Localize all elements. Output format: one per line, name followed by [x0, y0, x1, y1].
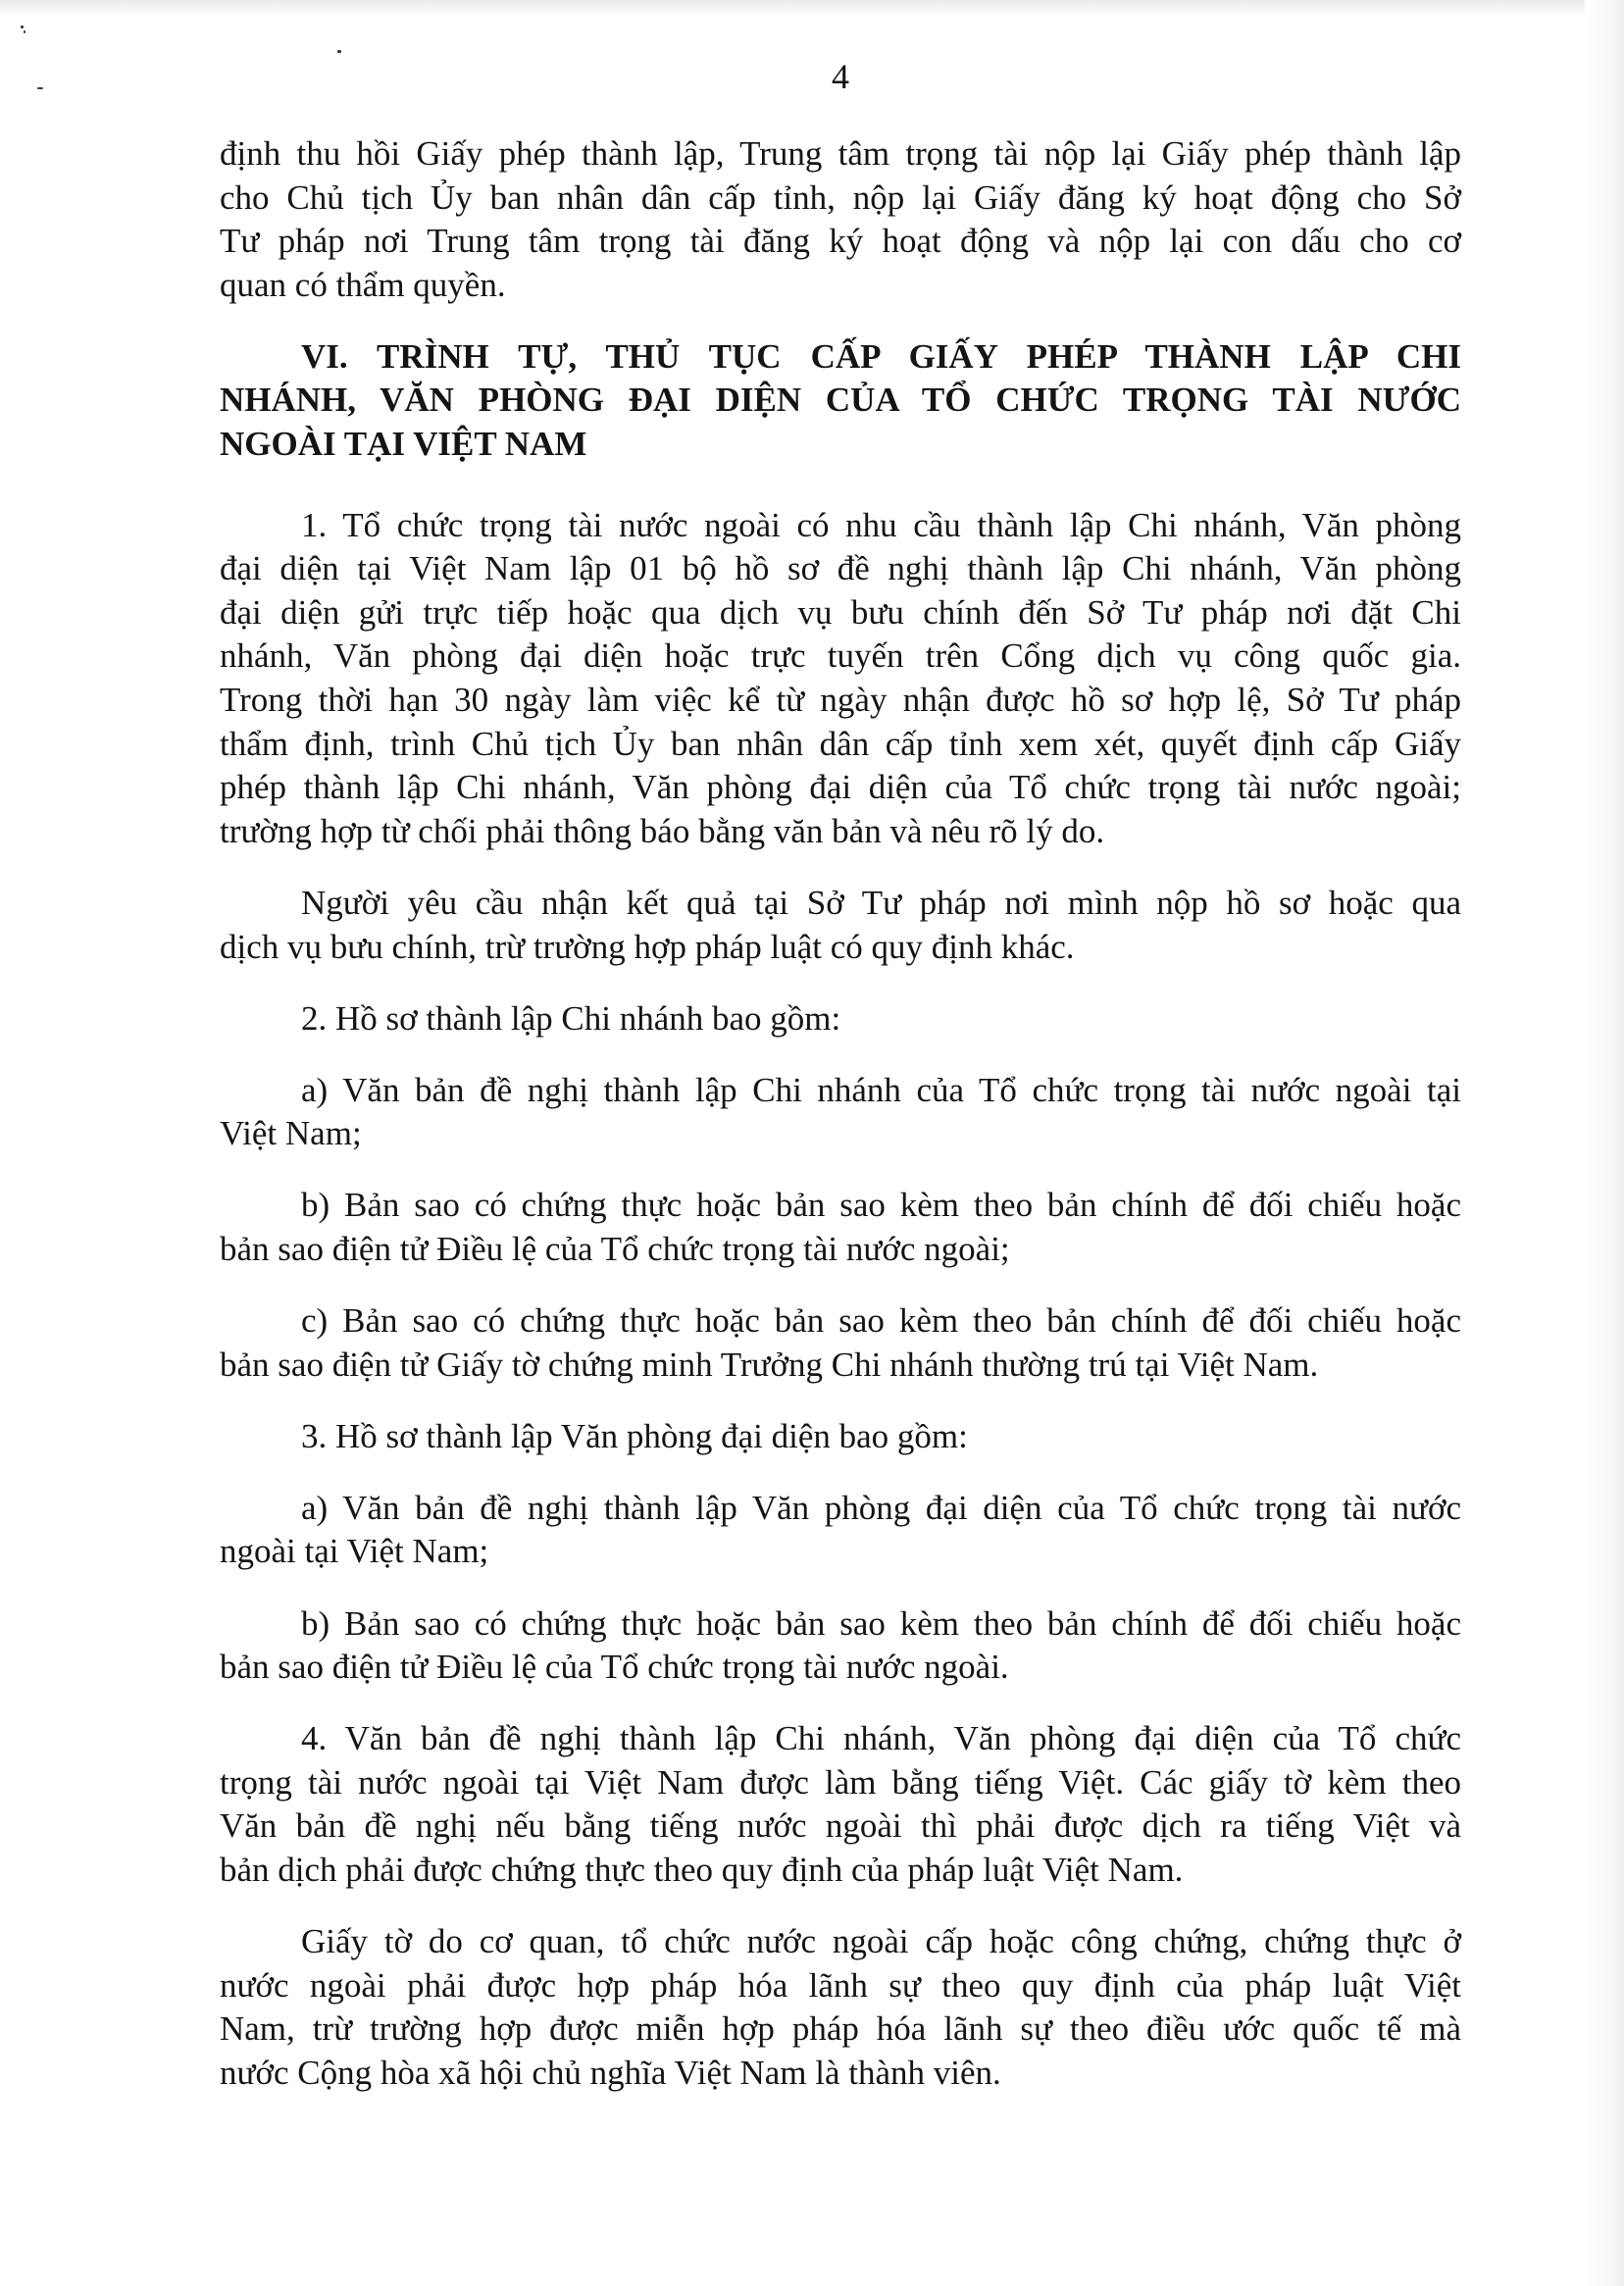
- paragraph: [220, 132, 1461, 307]
- text-line: a) Văn bản đề nghị thành lập Chi nhánh của Tổ chức trọng tài nước ngoài tại: [301, 1070, 1461, 1109]
- text-line: 1. Tổ chức trọng tài nước ngoài có nhu cầu thành lập Chi nhánh, Văn phòng: [301, 505, 1461, 544]
- text-line: 4. Văn bản đề nghị thành lập Chi nhánh, Văn phòng đại diện của Tổ chức: [301, 1719, 1461, 1758]
- text-line: 2. Hồ sơ thành lập Chi nhánh bao gồm:: [301, 998, 841, 1038]
- text-line: Việt Nam;: [220, 1114, 362, 1153]
- text-line: phép thành lập Chi nhánh, Văn phòng đại diện của Tổ chức trọng tài nước ngoài;: [220, 768, 1461, 807]
- text-line: b) Bản sao có chứng thực hoặc bản sao kèm theo bản chính để đối chiếu hoặc: [301, 1186, 1461, 1225]
- text-line: quan có thẩm quyền.: [220, 265, 506, 304]
- scan-speck: [337, 50, 341, 53]
- section-heading: [220, 335, 1461, 467]
- text-line: bản sao điện tử Điều lệ của Tổ chức trọng tài nước ngoài.: [220, 1648, 1009, 1687]
- scan-speck: [21, 25, 24, 28]
- text-line: c) Bản sao có chứng thực hoặc bản sao kèm theo bản chính để đối chiếu hoặc: [301, 1301, 1461, 1341]
- scan-edge-right: [1585, 0, 1624, 2286]
- text-line: bản sao điện tử Giấy tờ chứng minh Trưởng Chi nhánh thường trú tại Việt Nam.: [220, 1345, 1319, 1384]
- paragraph: [220, 997, 1461, 1041]
- document-body: [220, 132, 1461, 2123]
- paragraph: [220, 1717, 1461, 1892]
- paragraph: [220, 1184, 1461, 1271]
- text-line: Tư pháp nơi Trung tâm trọng tài đăng ký hoạt động và nộp lại con dấu cho cơ: [220, 222, 1461, 261]
- page-number: 4: [832, 57, 849, 96]
- paragraph: [220, 1069, 1461, 1156]
- paragraph: [220, 1299, 1461, 1387]
- paragraph: [220, 504, 1461, 854]
- text-line: NHÁNH, VĂN PHÒNG ĐẠI DIỆN CỦA TỔ CHỨC TRỌNG TÀI NƯỚC: [220, 381, 1461, 420]
- paragraph: [220, 882, 1461, 969]
- paragraph: [220, 1487, 1461, 1574]
- text-line: bản sao điện tử Điều lệ của Tổ chức trọng tài nước ngoài;: [220, 1229, 1010, 1268]
- text-line: Trong thời hạn 30 ngày làm việc kể từ ngày nhận được hồ sơ hợp lệ, Sở Tư pháp: [220, 681, 1461, 720]
- scan-speck: [24, 30, 25, 33]
- text-line: ngoài tại Việt Nam;: [220, 1532, 489, 1571]
- text-line: cho Chủ tịch Ủy ban nhân dân cấp tỉnh, nộp lại Giấy đăng ký hoạt động cho Sở: [220, 178, 1461, 217]
- text-line: Nam, trừ trường hợp được miễn hợp pháp hóa lãnh sự theo điều ước quốc tế mà: [220, 2009, 1461, 2049]
- text-line: trọng tài nước ngoài tại Việt Nam được làm bằng tiếng Việt. Các giấy tờ kèm theo: [220, 1762, 1461, 1802]
- text-line: trường hợp từ chối phải thông báo bằng văn bản và nêu rõ lý do.: [220, 811, 1105, 850]
- scan-edge-top: [0, 0, 1624, 18]
- text-line: bản dịch phải được chứng thực theo quy định của pháp luật Việt Nam.: [220, 1851, 1184, 1889]
- text-line: nhánh, Văn phòng đại diện hoặc trực tuyến trên Cổng dịch vụ công quốc gia.: [220, 636, 1461, 676]
- paragraph: [220, 1602, 1461, 1690]
- paragraph: [220, 1920, 1461, 2095]
- text-line: nước ngoài phải được hợp pháp hóa lãnh sự theo quy định của pháp luật Việt: [220, 1965, 1461, 2005]
- text-line: VI. TRÌNH TỰ, THỦ TỤC CẤP GIẤY PHÉP THÀNH LẬP CHI: [301, 336, 1461, 376]
- text-line: Người yêu cầu nhận kết quả tại Sở Tư pháp nơi mình nộp hồ sơ hoặc qua: [301, 883, 1461, 922]
- text-line: đại diện tại Việt Nam lập 01 bộ hồ sơ đề nghị thành lập Chi nhánh, Văn phòng: [220, 549, 1461, 588]
- text-line: a) Văn bản đề nghị thành lập Văn phòng đại diện của Tổ chức trọng tài nước: [301, 1488, 1461, 1527]
- text-line: 3. Hồ sơ thành lập Văn phòng đại diện bao gồm:: [301, 1416, 968, 1455]
- paragraph: [220, 1415, 1461, 1459]
- text-line: thẩm định, trình Chủ tịch Ủy ban nhân dân cấp tỉnh xem xét, quyết định cấp Giấy: [220, 724, 1461, 763]
- text-line: định thu hồi Giấy phép thành lập, Trung tâm trọng tài nộp lại Giấy phép thành lập: [220, 134, 1461, 173]
- text-line: NGOÀI TẠI VIỆT NAM: [220, 425, 587, 464]
- text-line: đại diện gửi trực tiếp hoặc qua dịch vụ bưu chính đến Sở Tư pháp nơi đặt Chi: [220, 592, 1461, 632]
- text-line: dịch vụ bưu chính, trừ trường hợp pháp luật có quy định khác.: [220, 927, 1075, 966]
- text-line: nước Cộng hòa xã hội chủ nghĩa Việt Nam là thành viên.: [220, 2053, 1001, 2092]
- text-line: Văn bản đề nghị nếu bằng tiếng nước ngoài thì phải được dịch ra tiếng Việt và: [220, 1806, 1461, 1846]
- text-line: b) Bản sao có chứng thực hoặc bản sao kèm theo bản chính để đối chiếu hoặc: [301, 1603, 1461, 1643]
- text-line: Giấy tờ do cơ quan, tổ chức nước ngoài cấp hoặc công chứng, chứng thực ở: [301, 1922, 1461, 1961]
